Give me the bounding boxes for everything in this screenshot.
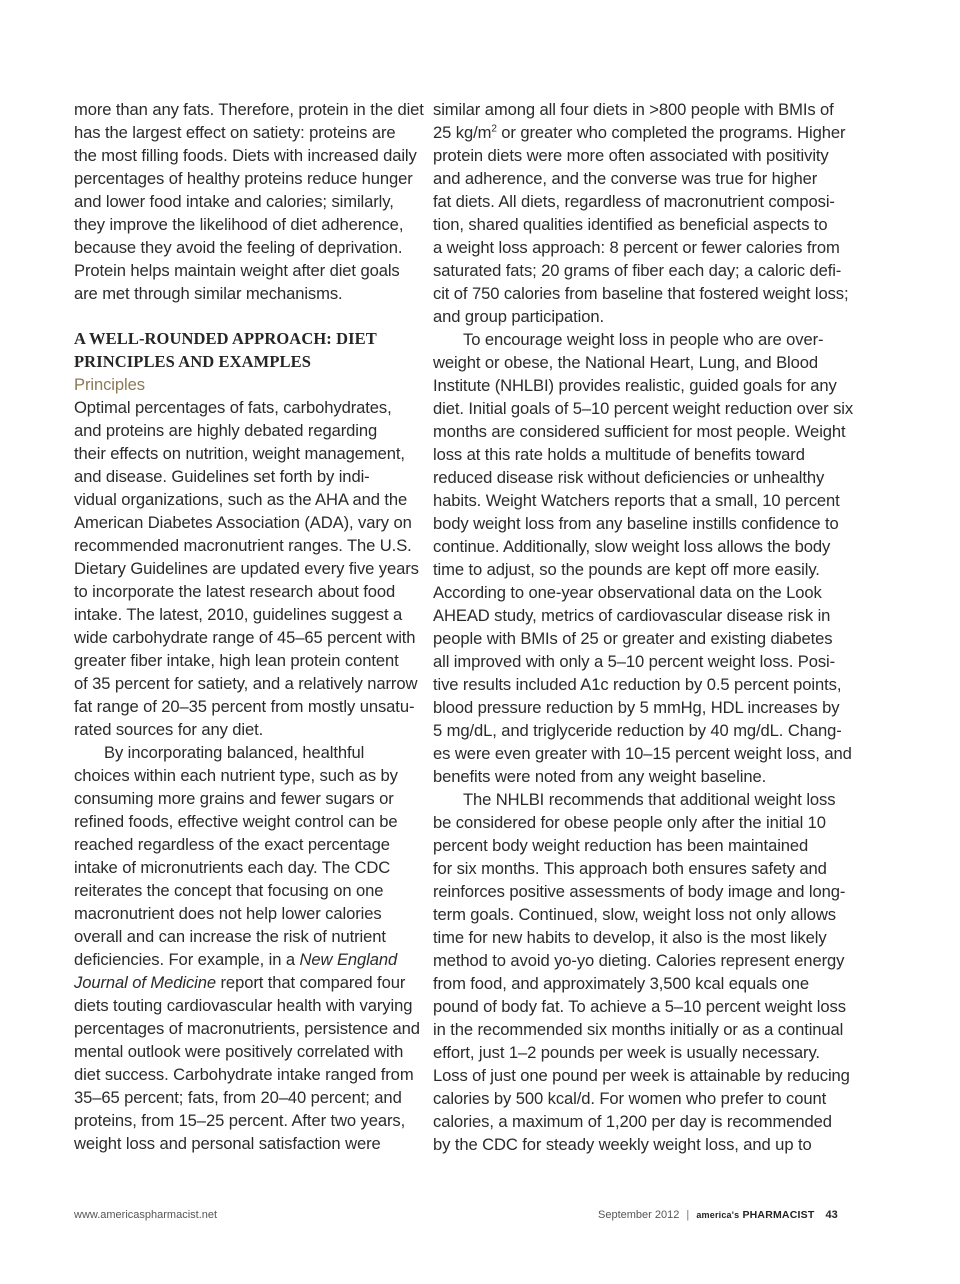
body-line: continue. Additionally, slow weight loss allows the body <box>433 537 831 556</box>
body-line: greater fiber intake, high lean protein content <box>74 651 399 670</box>
body-line: the most filling foods. Diets with increased daily <box>74 146 417 165</box>
body-line: and adherence, and the converse was true for higher <box>433 169 818 188</box>
body-line: loss at this rate holds a multitude of benefits toward <box>433 445 805 464</box>
body-line: 35–65 percent; fats, from 20–40 percent; and <box>74 1088 402 1107</box>
body-line: their effects on nutrition, weight management, <box>74 444 405 463</box>
body-line: in the recommended six months initially or as a continual <box>433 1020 844 1039</box>
body-line: similar among all four diets in >800 people with BMIs of <box>433 100 834 119</box>
footer-brand: america's PHARMACIST <box>696 1209 815 1221</box>
footer-date: September 2012 <box>598 1209 680 1221</box>
body-line: and disease. Guidelines set forth by indi- <box>74 467 370 486</box>
body-line: effort, just 1–2 pounds per week is usually necessary. <box>433 1043 820 1062</box>
body-line: fat range of 20–35 percent from mostly unsatu- <box>74 697 415 716</box>
body-line: mental outlook were positively correlated with <box>74 1042 404 1061</box>
right-para-3 <box>433 788 850 1156</box>
body-line: choices within each nutrient type, such as by <box>74 766 398 785</box>
body-line: more than any fats. Therefore, protein in the diet <box>74 100 424 119</box>
section-heading-line-1: A WELL-ROUNDED APPROACH: DIET <box>74 329 377 348</box>
body-line: months are considered sufficient for most people. Weight <box>433 422 846 441</box>
body-line: all improved with only a 5–10 percent weight loss. Posi- <box>433 652 836 671</box>
body-line: a weight loss approach: 8 percent or fewer calories from <box>433 238 840 257</box>
body-line: percentages of healthy proteins reduce hunger <box>74 169 413 188</box>
body-line: intake of micronutrients each day. The CDC <box>74 858 391 877</box>
body-line: deficiencies. For example, in a New England <box>74 950 398 969</box>
body-line: Protein helps maintain weight after diet goals <box>74 261 400 280</box>
body-line: recommended macronutrient ranges. The U.S. <box>74 536 412 555</box>
body-line: proteins, from 15–25 percent. After two years, <box>74 1111 406 1130</box>
body-line: overall and can increase the risk of nutrient <box>74 927 386 946</box>
body-line: pound of body fat. To achieve a 5–10 percent weight loss <box>433 997 846 1016</box>
body-line: because they avoid the feeling of deprivation. <box>74 238 403 257</box>
body-line: Optimal percentages of fats, carbohydrates, <box>74 398 392 417</box>
body-line: people with BMIs of 25 or greater and existing diabetes <box>433 629 833 648</box>
body-line: percent body weight reduction has been maintained <box>433 836 809 855</box>
body-line: consuming more grains and fewer sugars or <box>74 789 394 808</box>
body-line: American Diabetes Association (ADA), vary on <box>74 513 412 532</box>
left-para-2 <box>74 396 419 741</box>
body-line: diet success. Carbohydrate intake ranged from <box>74 1065 414 1084</box>
body-line: reached regardless of the exact percentage <box>74 835 390 854</box>
body-line: and lower food intake and calories; similarly, <box>74 192 394 211</box>
section-gap <box>74 305 419 327</box>
body-line: reiterates the concept that focusing on one <box>74 881 384 900</box>
body-line: percentages of macronutrients, persistence and <box>74 1019 420 1038</box>
body-line: protein diets were more often associated with positivity <box>433 146 829 165</box>
body-line: are met through similar mechanisms. <box>74 284 343 303</box>
body-line: rated sources for any diet. <box>74 720 264 739</box>
body-line: 25 $kg/m^2$ or greater who completed the programs. Higher <box>433 123 846 142</box>
body-line: method to avoid yo-yo dieting. Calories represent energy <box>433 951 845 970</box>
body-line: to incorporate the latest research about food <box>74 582 396 601</box>
body-line: time to adjust, so the pounds are kept off more easily. <box>433 560 820 579</box>
body-line: refined foods, effective weight control can be <box>74 812 398 831</box>
footer-masthead <box>598 1209 838 1221</box>
section-heading-line-2: PRINCIPLES AND EXAMPLES <box>74 352 311 371</box>
right-column <box>433 98 854 1156</box>
body-line: To encourage weight loss in people who are over- <box>463 330 824 349</box>
left-para-3-rest <box>74 994 419 1155</box>
left-column <box>74 98 424 1155</box>
body-line: calories, a maximum of 1,200 per day is recommended <box>433 1112 832 1131</box>
body-line: diet. Initial goals of 5–10 percent weight reduction over six <box>433 399 854 418</box>
left-para-3 <box>74 741 419 948</box>
body-line: be considered for obese people only after the initial 10 <box>433 813 826 832</box>
body-line: for six months. This approach both ensures safety and <box>433 859 827 878</box>
body-line: Institute (NHLBI) provides realistic, guided goals for any <box>433 376 837 395</box>
body-line: intake. The latest, 2010, guidelines suggest a <box>74 605 403 624</box>
body-line: The NHLBI recommends that additional weight loss <box>463 790 836 809</box>
body-line: weight or obese, the National Heart, Lung, and Blood <box>433 353 819 372</box>
body-line: vidual organizations, such as the AHA and the <box>74 490 408 509</box>
body-line: habits. Weight Watchers reports that a small, 10 percent <box>433 491 840 510</box>
body-line: they improve the likelihood of diet adherence, <box>74 215 404 234</box>
body-line: wide carbohydrate range of 45–65 percent with <box>74 628 416 647</box>
body-line: Loss of just one pound per week is attainable by reducing <box>433 1066 850 1085</box>
body-line: by the CDC for steady weekly weight loss, and up to <box>433 1135 812 1154</box>
body-line: AHEAD study, metrics of cardiovascular disease risk in <box>433 606 831 625</box>
body-line: Dietary Guidelines are updated every five years <box>74 559 419 578</box>
journal-title: New England <box>299 950 398 969</box>
left-para-1 <box>74 98 424 305</box>
body-line: tive results included A1c reduction by 0.5 percent points, <box>433 675 842 694</box>
body-line: benefits were noted from any weight baseline. <box>433 767 767 786</box>
body-line: reduced disease risk without deficiencies or unhealthy <box>433 468 825 487</box>
body-line: blood pressure reduction by 5 mmHg, HDL increases by <box>433 698 840 717</box>
body-line: 5 mg/dL, and triglyceride reduction by 40 mg/dL. Chang- <box>433 721 842 740</box>
body-line: of 35 percent for satiety, and a relatively narrow <box>74 674 418 693</box>
body-line: and proteins are highly debated regarding <box>74 421 378 440</box>
body-line: tion, shared qualities identified as beneficial aspects to <box>433 215 828 234</box>
footer-website[interactable]: www.americaspharmacist.net <box>74 1209 218 1221</box>
body-line: macronutrient does not help lower calories <box>74 904 382 923</box>
right-para-2 <box>433 328 854 788</box>
body-line: body weight loss from any baseline instills confidence to <box>433 514 839 533</box>
footer-separator: | <box>686 1209 690 1221</box>
body-line: reinforces positive assessments of body image and long- <box>433 882 846 901</box>
subheading-principles: Principles <box>74 375 145 394</box>
body-line: from food, and approximately 3,500 kcal equals one <box>433 974 809 993</box>
body-line: term goals. Continued, slow, weight loss not only allows <box>433 905 836 924</box>
body-line: cit of 750 calories from baseline that fostered weight loss; <box>433 284 849 303</box>
body-line: weight loss and personal satisfaction were <box>74 1134 381 1153</box>
body-line: es were even greater with 10–15 percent weight loss, and <box>433 744 852 763</box>
body-line: time for new habits to develop, it also is the most likely <box>433 928 827 947</box>
body-line: By incorporating balanced, healthful <box>104 743 365 762</box>
right-para-1 <box>433 144 849 328</box>
body-line: has the largest effect on satiety: proteins are <box>74 123 396 142</box>
body-line: fat diets. All diets, regardless of macronutrient composi- <box>433 192 835 211</box>
body-line: and group participation. <box>433 307 605 326</box>
journal-title: Journal of Medicine <box>74 973 216 992</box>
body-line: diets touting cardiovascular health with varying <box>74 996 413 1015</box>
body-line: Journal of Medicine report that compared four <box>74 973 406 992</box>
page-number: 43 <box>825 1209 838 1221</box>
body-line: saturated fats; 20 grams of fiber each day; a caloric defi- <box>433 261 842 280</box>
body-line: According to one-year observational data on the Look <box>433 583 822 602</box>
section-heading <box>74 327 419 373</box>
body-line: calories by 500 kcal/d. For women who prefer to count <box>433 1089 827 1108</box>
